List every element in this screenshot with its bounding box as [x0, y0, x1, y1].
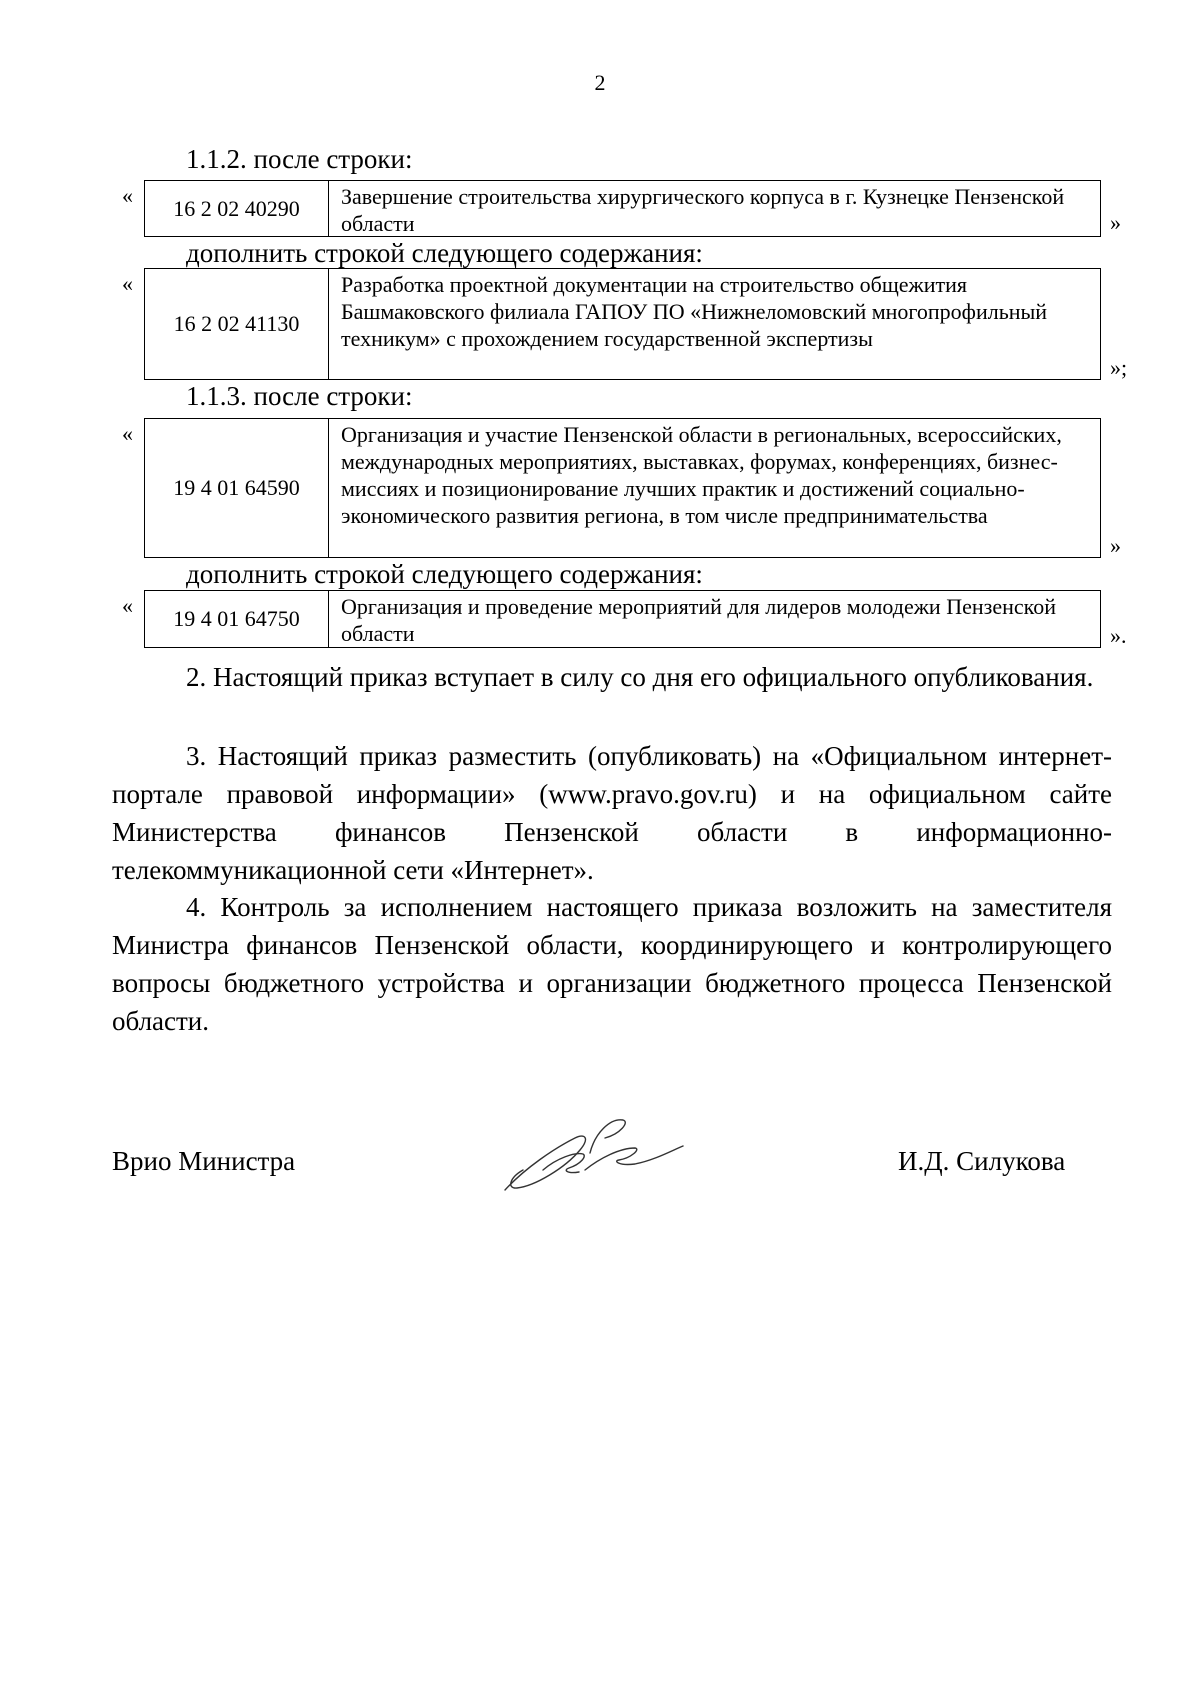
paragraph: 3. Настоящий приказ разместить (опубликовать) на «Официальном интернет-портале правовой информации» (www.pravo.gov.ru) и на официальном сайте Министерства финансов Пензенской области в информационно-телекоммуникационной сети «Интернет». — [112, 741, 1112, 885]
budget-code: 19 4 01 64590 — [145, 419, 329, 557]
expense-name: Организация и проведение мероприятий для лидеров молодежи Пензенской области — [341, 594, 1056, 646]
section-intro: дополнить строкой следующего содержания: — [186, 238, 703, 268]
close-quote: » — [1110, 210, 1121, 235]
signatory-name: И.Д. Силукова — [898, 1146, 1066, 1176]
section-intro: 1.1.3. после строки: — [186, 381, 413, 411]
code-table-row — [144, 180, 1101, 237]
expense-name: Завершение строительства хирургического корпуса в г. Кузнецке Пензенской области — [341, 184, 1065, 236]
close-quote: »; — [1110, 355, 1128, 380]
paragraph: 4. Контроль за исполнением настоящего приказа возложить на заместителя Министра финансов Пензенской области, координирующего и контролирующего вопросы бюджетного устройства и организации бюджетного процесса Пензенской области. — [112, 892, 1112, 1036]
budget-code: 19 4 01 64750 — [145, 591, 329, 647]
close-quote: » — [1110, 533, 1121, 558]
budget-code: 16 2 02 40290 — [145, 181, 329, 236]
page-number: 2 — [594, 70, 606, 95]
code-table-row — [144, 268, 1101, 380]
expense-name: Организация и участие Пензенской области в региональных, всероссийских, международных мероприятиях, выставках, форумах, конференциях, бизнес-миссиях и позиционирование лучших практик и достижений социально-экономического развития региона, в том числе предпринимательства — [341, 422, 1062, 528]
handwritten-signature-icon — [495, 1108, 685, 1198]
budget-code: 16 2 02 41130 — [145, 269, 329, 379]
code-table-row — [144, 418, 1101, 558]
open-quote: « — [122, 593, 133, 618]
close-quote: ». — [1110, 623, 1127, 648]
open-quote: « — [122, 183, 133, 208]
section-intro: дополнить строкой следующего содержания: — [186, 559, 703, 589]
paragraph: 2. Настоящий приказ вступает в силу со дня его официального опубликования. — [186, 662, 1094, 692]
expense-name: Разработка проектной документации на строительство общежития Башмаковского филиала ГАПОУ ПО «Нижнеломовский многопрофильный техникум» с прохождением государственной экспертизы — [341, 272, 1048, 351]
code-table-row — [144, 590, 1101, 648]
section-intro: 1.1.2. после строки: — [186, 144, 413, 174]
signatory-position: Врио Министра — [112, 1146, 296, 1176]
open-quote: « — [122, 421, 133, 446]
open-quote: « — [122, 271, 133, 296]
